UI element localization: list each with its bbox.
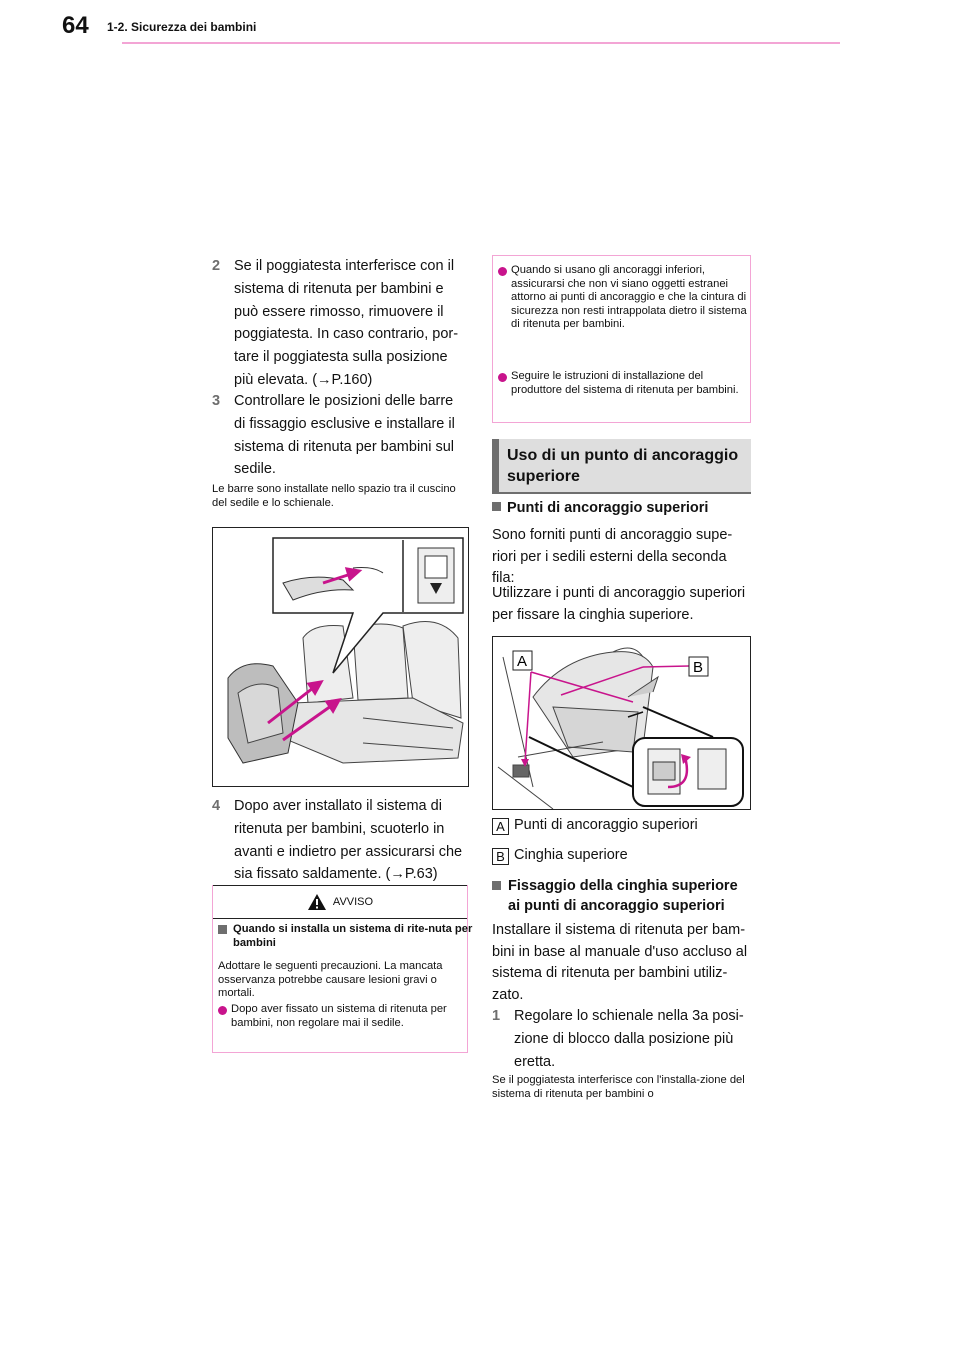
illustration-top-tether xyxy=(492,636,751,810)
step-2 xyxy=(212,255,467,392)
warning-triangle-icon xyxy=(307,893,327,911)
legend-b: B Cinghia superiore xyxy=(492,847,750,865)
section-title: 1-2. Sicurezza dei bambini xyxy=(107,20,257,34)
step-text: Dopo aver installato il sistema di ritenuta per bambini, scuoterlo in avanti e indietro per assicurarsi che sia fissato saldamente. (→P.63) xyxy=(234,798,463,883)
note-headrest: Se il poggiatesta interferisce con l'installa-zione del sistema di ritenuta per bambini o xyxy=(492,1074,745,1100)
warning-heading: Quando si installa un sistema di rite-nuta per bambini xyxy=(218,923,477,950)
warning-header xyxy=(213,885,467,919)
step-3 xyxy=(212,390,467,481)
warning-box xyxy=(212,885,473,1053)
step-text: Controllare le posizioni delle barre di fissaggio esclusive e installare il sistema di ritenuta per bambini sul sedile. xyxy=(234,393,455,478)
warning-item: Dopo aver fissato un sistema di ritenuta per bambini, non regolare mai il sedile. xyxy=(218,1003,465,1030)
tether-drawing xyxy=(493,637,750,809)
section-heading-rule xyxy=(492,492,751,494)
legend-a: A Punti di ancoraggio superiori xyxy=(492,817,750,835)
caution-item-1: Quando si usano gli ancoraggi inferiori, assicurarsi che non vi siano oggetti estranei attorno ai punti di ancoraggio e che la cintura di sicurezza non resti intrappolata dietro il sistema di ritenuta per bambini. xyxy=(498,264,749,332)
subheading-anchor-points: Punti di ancoraggio superiori xyxy=(492,500,750,516)
illustration-child-seat-installation xyxy=(212,527,469,787)
note-bars: Le barre sono installate nello spazio tra il cuscino del sedile e lo schienale. xyxy=(212,483,456,509)
step-text: Regolare lo schienale nella 3a posi-zione di blocco dalla posizione più eretta. xyxy=(514,1008,744,1070)
paragraph-anchor-points: Sono forniti punti di ancoraggio supe-riori per i sedili esterni della seconda fila: xyxy=(492,527,733,586)
step-number: 2 xyxy=(212,258,221,274)
step-number: 3 xyxy=(212,393,221,409)
step-1 xyxy=(492,1005,750,1073)
page-number: 64 xyxy=(62,12,89,39)
subheading-tether-fixing: Fissaggio della cinghia superiore ai punti di ancoraggio superiori xyxy=(492,876,750,916)
diagram-label-a: A xyxy=(517,653,528,670)
legend-label-a: A xyxy=(492,818,509,835)
diagram-label-b: B xyxy=(693,659,704,676)
paragraph-use-anchor: Utilizzare i punti di ancoraggio superiori per fissare la cinghia superiore. xyxy=(492,585,746,623)
step-text: Se il poggiatesta interferisce con il sistema di ritenuta per bambini e può essere rimosso, rimuovere il poggiatesta. In caso contrario, por-tare il poggiatesta sulla posizione più elevata. (→P.160) xyxy=(234,258,459,388)
caution-item-2: Seguire le istruzioni di installazione del produttore del sistema di ritenuta per bambini. xyxy=(498,370,749,397)
warning-title: AVVISO xyxy=(332,896,374,908)
warning-body: Adottare le seguenti precauzioni. La mancata osservanza potrebbe causare lesioni gravi o mortali. xyxy=(218,960,443,999)
caution-box xyxy=(492,255,751,423)
section-heading: Uso di un punto di ancoraggio superiore xyxy=(492,439,751,493)
seat-drawing xyxy=(213,528,468,786)
step-number: 4 xyxy=(212,798,221,814)
step-number: 1 xyxy=(492,1008,501,1024)
legend-label-b: B xyxy=(492,848,509,865)
step-4 xyxy=(212,795,467,886)
header-rule xyxy=(122,42,840,44)
paragraph-install-instructions: Installare il sistema di ritenuta per bam-bini in base al manuale d'uso accluso al sistema di ritenuta per bambini utiliz-zato. xyxy=(492,922,748,1003)
